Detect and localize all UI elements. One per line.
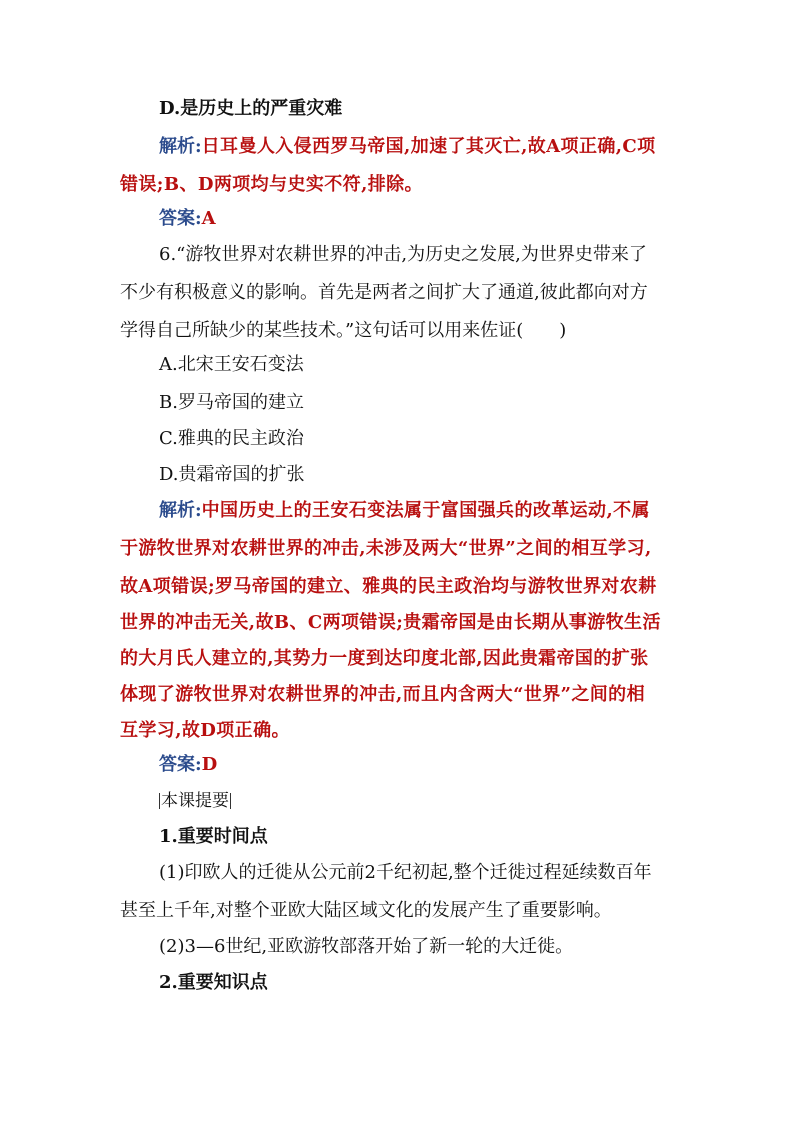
q6-option-b: B.罗马帝国的建立 [159,392,304,413]
q5-answer-value: A [201,208,216,229]
q6-option-c: C.雅典的民主政治 [159,428,304,449]
q5-analysis-line-2: 错误;B、D两项均与史实不符,排除。 [120,174,423,195]
summary-item1-line-1: (1)印欧人的迁徙从公元前2千纪初起,整个迁徙过程延续数百年 [159,862,652,883]
q5-analysis-line-1 [159,128,656,166]
q6-analysis-line-7: 互学习,故D项正确。 [120,720,290,741]
summary-heading [159,782,231,820]
q6-analysis-line-3: 故A项错误;罗马帝国的建立、雅典的民主政治均与游牧世界对农耕 [120,576,657,597]
q6-analysis-line-2: 于游牧世界对农耕世界的冲击,未涉及两大“世界”之间的相互学习, [120,538,652,559]
summary-item2: (2)3—6世纪,亚欧游牧部落开始了新一轮的大迁徙。 [159,936,574,957]
q5-analysis-text-1: 日耳曼人入侵西罗马帝国,加速了其灭亡,故A项正确,C项 [201,136,656,157]
summary-heading-text: 本课提要 [161,791,229,811]
q5-option-d: D.是历史上的严重灾难 [159,98,343,119]
q5-answer [159,200,216,238]
q6-answer-label: 答案: [159,754,202,775]
q6-stem-line-2: 不少有积极意义的影响。首先是两者之间扩大了通道,彼此都向对方 [120,282,648,303]
q5-analysis-label: 解析: [159,136,202,157]
q6-analysis-line-5: 的大月氏人建立的,其势力一度到达印度北部,因此贵霜帝国的扩张 [120,648,649,669]
q6-analysis-line-4: 世界的冲击无关,故B、C两项错误;贵霜帝国是由长期从事游牧生活 [120,612,661,633]
q5-answer-label: 答案: [159,208,202,229]
q6-analysis-label: 解析: [159,500,202,521]
q6-analysis-text-1: 中国历史上的王安石变法属于富国强兵的改革运动,不属 [201,500,650,521]
q6-option-d: D.贵霜帝国的扩张 [159,464,305,485]
q6-analysis-line-1 [159,492,650,530]
q6-answer [159,746,217,784]
q6-stem-line-3: 学得自己所缺少的某些技术。”这句话可以用来佐证( ) [120,320,567,341]
q6-option-a: A.北宋王安石变法 [159,354,304,375]
summary-item1-line-2: 甚至上千年,对整个亚欧大陆区域文化的发展产生了重要影响。 [120,900,612,921]
q6-answer-value: D [201,754,218,775]
q6-stem-line-1: 6.“游牧世界对农耕世界的冲击,为历史之发展,为世界史带来了 [159,244,647,265]
summary-section1-title: 1.重要时间点 [159,826,268,847]
summary-section2-title: 2.重要知识点 [159,972,268,993]
q6-analysis-line-6: 体现了游牧世界对农耕世界的冲击,而且内含两大“世界”之间的相 [120,684,645,705]
